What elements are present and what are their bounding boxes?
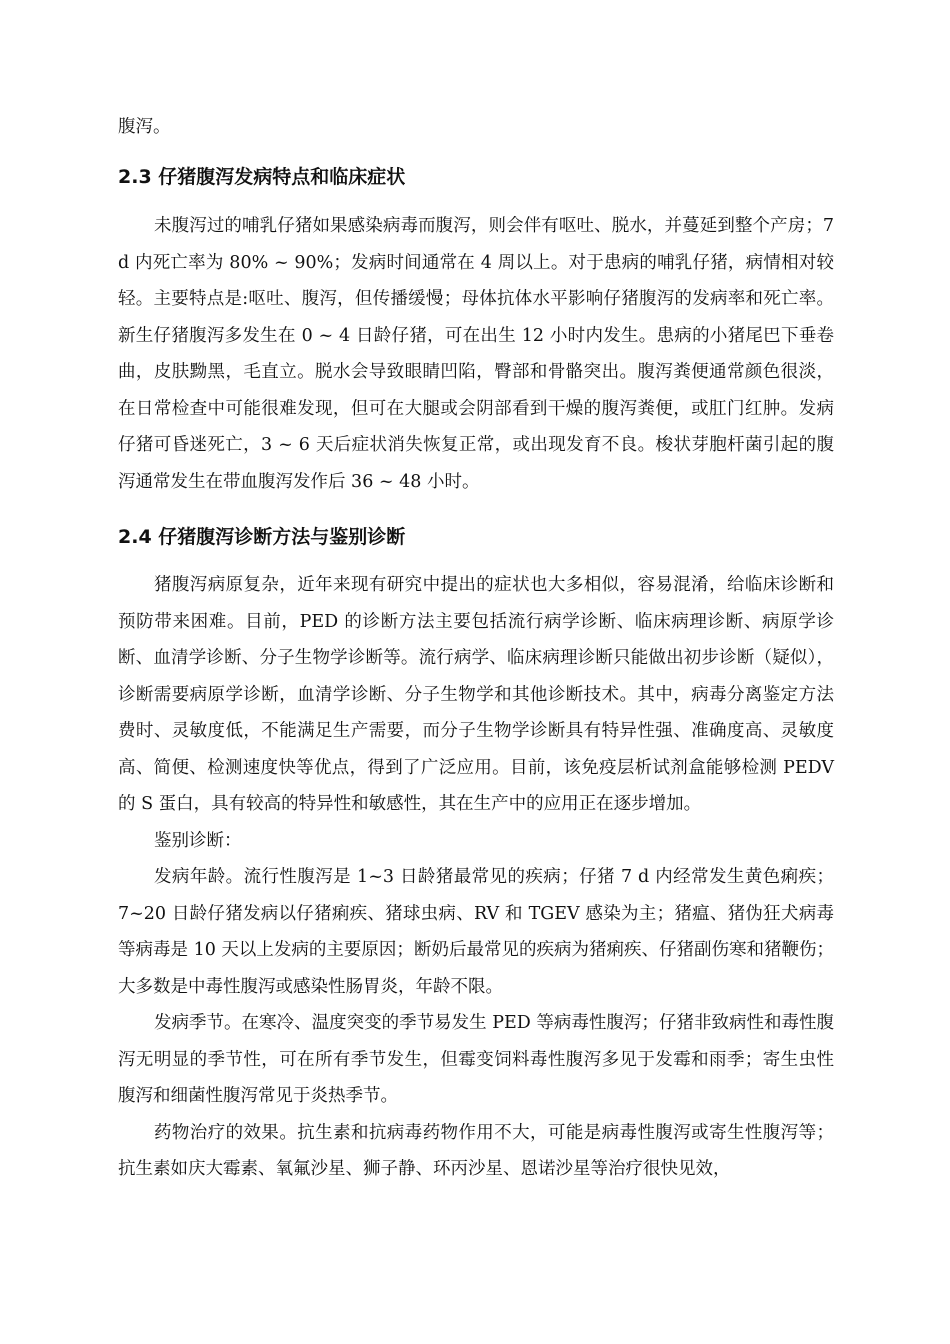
section-2-4-heading: 2.4 仔猪腹泻诊断方法与鉴别诊断 (118, 526, 406, 548)
section-2-4-body (118, 567, 834, 1188)
section-2-3-heading: 2.3 仔猪腹泻发病特点和临床症状 (118, 166, 406, 188)
intro-tail-block (118, 109, 834, 146)
section-2-4-paragraph-1: 猪腹泻病原复杂，近年来现有研究中提出的症状也大多相似，容易混淆，给临床诊断和预防带来困难。目前，PED 的诊断方法主要包括流行病学诊断、临床病理诊断、病原学诊断、血清学诊断、分子生物学诊断等。流行病学、临床病理诊断只能做出初步诊断（疑似），诊断需要病原学诊断，血清学诊断、分子生物学和其他诊断技术。其中，病毒分离鉴定方法费时、灵敏度低，不能满足生产需要，而分子生物学诊断具有特异性强、准确度高、灵敏度高、简便、检测速度快等优点，得到了广泛应用。目前，该免疫层析试剂盒能够检测 PEDV 的 S 蛋白，具有较高的特异性和敏感性，其在生产中的应用正在逐步增加。 (118, 575, 834, 814)
differential-diagnosis-label: 鉴别诊断： (154, 830, 242, 851)
section-2-3-body (118, 208, 834, 500)
section-2-3-heading-block (118, 162, 834, 192)
onset-age-paragraph: 发病年龄。流行性腹泻是 1~3 日龄猪最常见的疾病；仔猪 7 d 内经常发生黄色痢疾；7~20 日龄仔猪发病以仔猪痢疾、猪球虫病、RV 和 TGEV 感染为主；猪瘟、猪伪狂犬病毒等病毒是 10 天以上发病的主要原因；断奶后最常见的疾病为猪痢疾、仔猪副伤寒和猪鞭伤；大多数是中毒性腹泻或感染性肠胃炎，年龄不限。 (118, 867, 834, 997)
intro-tail-text: 腹泻。 (118, 117, 171, 137)
section-2-3-paragraph: 未腹泻过的哺乳仔猪如果感染病毒而腹泻，则会伴有呕吐、脱水，并蔓延到整个产房；7 d 内死亡率为 80% ~ 90%；发病时间通常在 4 周以上。对于患病的哺乳仔猪，病情相对较轻。主要特点是:呕吐、腹泻，但传播缓慢；母体抗体水平影响仔猪腹泻的发病率和死亡率。新生仔猪腹泻多发生在 0 ~ 4 日龄仔猪，可在出生 12 小时内发生。患病的小猪尾巴下垂卷曲，皮肤黝黑，毛直立。脱水会导致眼睛凹陷，臀部和骨骼突出。腹泻粪便通常颜色很淡，在日常检查中可能很难发现，但可在大腿或会阴部看到干燥的腹泻粪便，或肛门红肿。发病仔猪可昏迷死亡，3 ~ 6 天后症状消失恢复正常，或出现发育不良。梭状芽胞杆菌引起的腹泻通常发生在带血腹泻发作后 36 ~ 48 小时。 (118, 216, 834, 492)
section-2-4-heading-block (118, 522, 834, 552)
onset-season-paragraph: 发病季节。在寒冷、温度突变的季节易发生 PED 等病毒性腹泻；仔猪非致病性和毒性腹泻无明显的季节性，可在所有季节发生，但霉变饲料毒性腹泻多见于发霉和雨季；寄生虫性腹泻和细菌性腹泻常见于炎热季节。 (118, 1013, 834, 1106)
drug-treatment-paragraph: 药物治疗的效果。抗生素和抗病毒药物作用不大，可能是病毒性腹泻或寄生性腹泻等；抗生素如庆大霉素、氧氟沙星、狮子静、环丙沙星、恩诺沙星等治疗很快见效， (118, 1122, 834, 1179)
